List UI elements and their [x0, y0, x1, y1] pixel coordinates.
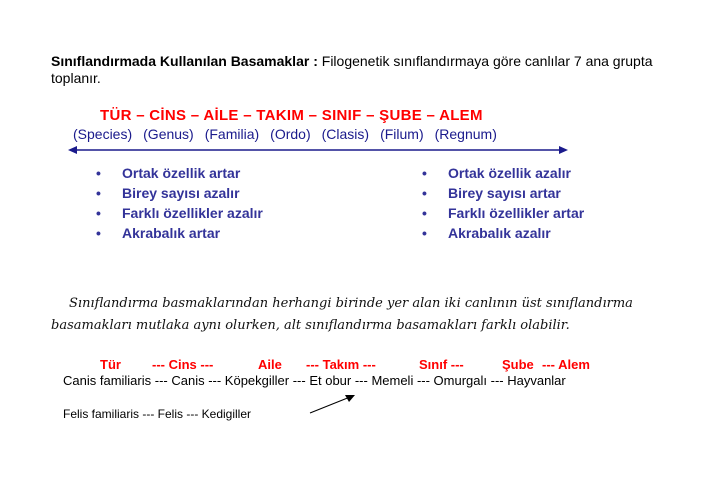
list-item: • Ortak özellik azalır	[422, 163, 584, 183]
intro-paragraph	[51, 53, 661, 87]
pointer-arrow-icon	[308, 392, 356, 416]
example-ranks	[100, 357, 590, 372]
double-arrow-icon	[68, 144, 568, 156]
rank-takim: --- Takım ---	[306, 357, 376, 372]
list-item: • Ortak özellik artar	[96, 163, 263, 183]
latin-filum: (Filum)	[380, 126, 424, 142]
left-list	[96, 163, 263, 243]
intro-heading: Sınıflandırmada Kullanılan Basamaklar :	[51, 53, 318, 69]
latin-rank-names	[73, 126, 508, 142]
list-item: • Farklı özellikler azalır	[96, 203, 263, 223]
felis-classification: Felis familiaris --- Felis --- Kedigiller	[63, 407, 252, 421]
rank-cins: --- Cins ---	[152, 357, 214, 372]
latin-ordo: (Ordo)	[270, 126, 311, 142]
rank-sinif: Sınıf ---	[419, 357, 464, 372]
canis-classification: Canis familiaris --- Canis --- Köpekgiller --- Et obur --- Memeli --- Omurgalı --- Hayvanlar	[63, 373, 566, 388]
taxonomy-ranks: TÜR – CİNS – AİLE – TAKIM – SINIF – ŞUBE – ALEM	[100, 107, 483, 124]
latin-species: (Species)	[73, 126, 133, 142]
right-list	[422, 163, 584, 243]
list-item: • Birey sayısı artar	[422, 183, 584, 203]
rank-alem: --- Alem	[542, 357, 590, 372]
latin-genus: (Genus)	[143, 126, 194, 142]
italic-paragraph: Sınıflandırma basmaklarından herhangi birinde yer alan iki canlının üst sınıflandırma basamakları mutlaka aynı olurken, alt sınıflandırma basamakları farklı olabilir.	[51, 296, 633, 333]
intro-text: Filogenetik sınıflandırmaya göre canlılar 7 ana grupta toplanır.	[51, 53, 653, 86]
rank-sube: Şube	[502, 357, 534, 372]
list-item: • Farklı özellikler artar	[422, 203, 584, 223]
rank-tur: Tür	[100, 357, 121, 372]
list-item: • Birey sayısı azalır	[96, 183, 263, 203]
latin-regnum: (Regnum)	[434, 126, 497, 142]
list-item: • Akrabalık artar	[96, 223, 263, 243]
list-item: • Akrabalık azalır	[422, 223, 584, 243]
latin-familia: (Familia)	[204, 126, 260, 142]
latin-clasis: (Clasis)	[321, 126, 370, 142]
rank-aile: Aile	[258, 357, 282, 372]
